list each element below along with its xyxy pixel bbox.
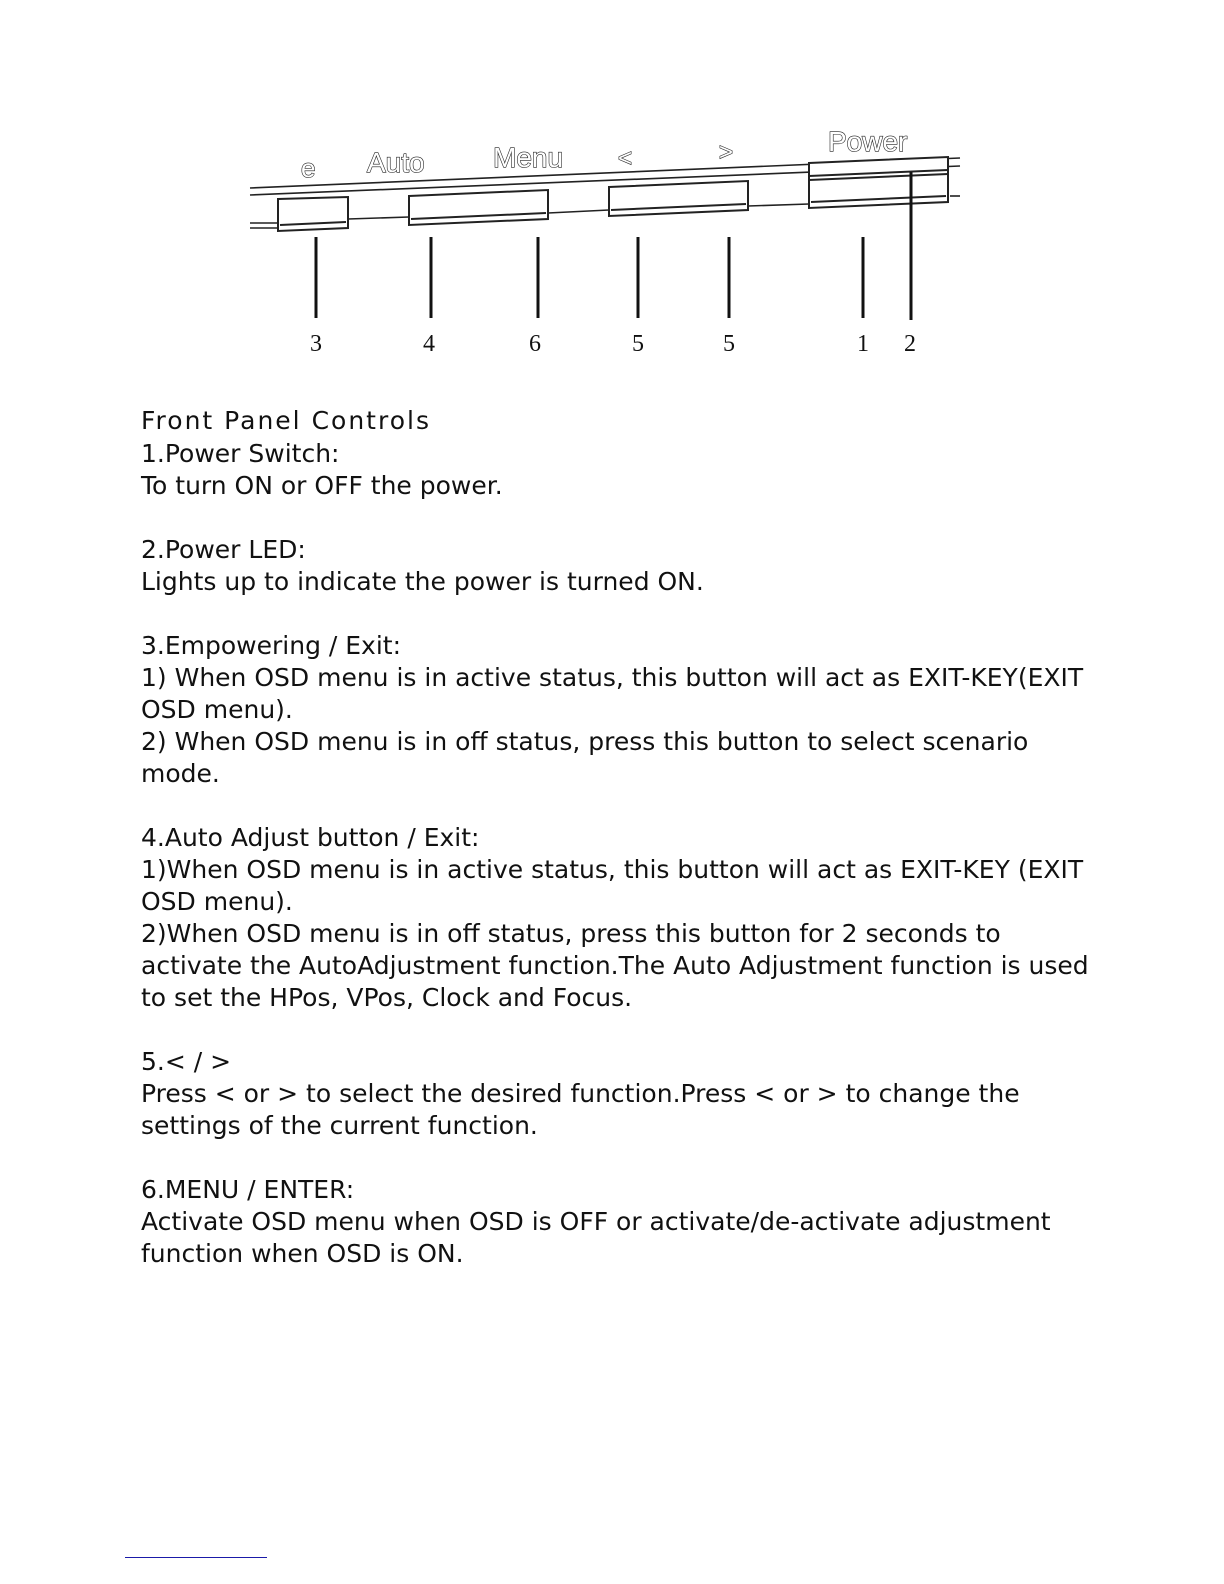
controls-description <box>141 404 1101 1302</box>
callout-number: 5 <box>723 331 735 357</box>
section-heading: 6.MENU / ENTER: <box>141 1175 355 1204</box>
section-heading: 2.Power LED: <box>141 535 306 564</box>
left-arrow-label: < <box>618 145 633 172</box>
section-text: Activate OSD menu when OSD is OFF or activate/de-activate adjustment function when OSD is ON. <box>141 1207 1051 1268</box>
section-power-led <box>141 534 1101 598</box>
callout-number: 5 <box>632 331 644 357</box>
section-heading: 5.< / > <box>141 1047 232 1076</box>
footnote-separator <box>125 1557 267 1558</box>
section-auto-adjust <box>141 822 1101 1014</box>
section-text: 2) When OSD menu is in off status, press this button to select scenario mode. <box>141 727 1029 788</box>
section-text: To turn ON or OFF the power. <box>141 471 503 500</box>
power-label: Power <box>828 126 908 157</box>
callout-number: 2 <box>904 331 916 357</box>
empowering-button-shape <box>278 197 348 231</box>
section-text: 2)When OSD menu is in off status, press this button for 2 seconds to activate the AutoAdjustment function.The Auto Adjustment function is used to set the HPos, VPos, Clock and Focus. <box>141 919 1089 1012</box>
section-text: Press < or > to select the desired function.Press < or > to change the settings of the current function. <box>141 1079 1020 1140</box>
section-empowering-exit <box>141 630 1101 790</box>
section-navigation <box>141 1046 1101 1142</box>
power-button-shape <box>809 157 948 208</box>
right-arrow-label: > <box>719 139 734 166</box>
callout-number: 3 <box>310 331 322 357</box>
auto-button-shape <box>409 190 548 225</box>
page-title: Front Panel Controls <box>141 406 431 435</box>
section-heading: 3.Empowering / Exit: <box>141 631 402 660</box>
auto-label: Auto <box>367 147 425 178</box>
callout-number: 6 <box>529 331 541 357</box>
callout-number: 1 <box>857 331 869 357</box>
section-text: 1)When OSD menu is in active status, this button will act as EXIT-KEY (EXIT OSD menu). <box>141 855 1084 916</box>
front-panel-diagram <box>0 0 1224 380</box>
section-text: Lights up to indicate the power is turned ON. <box>141 567 704 596</box>
section-heading: 1.Power Switch: <box>141 439 340 468</box>
section-power-switch <box>141 438 1101 502</box>
callout-number: 4 <box>423 331 435 357</box>
section-menu-enter <box>141 1174 1101 1270</box>
empowering-label: e <box>301 153 316 183</box>
nav-button-shape <box>609 181 748 216</box>
section-text: 1) When OSD menu is in active status, this button will act as EXIT-KEY(EXIT OSD menu). <box>141 663 1084 724</box>
menu-label: Menu <box>493 142 564 173</box>
section-heading: 4.Auto Adjust button / Exit: <box>141 823 480 852</box>
